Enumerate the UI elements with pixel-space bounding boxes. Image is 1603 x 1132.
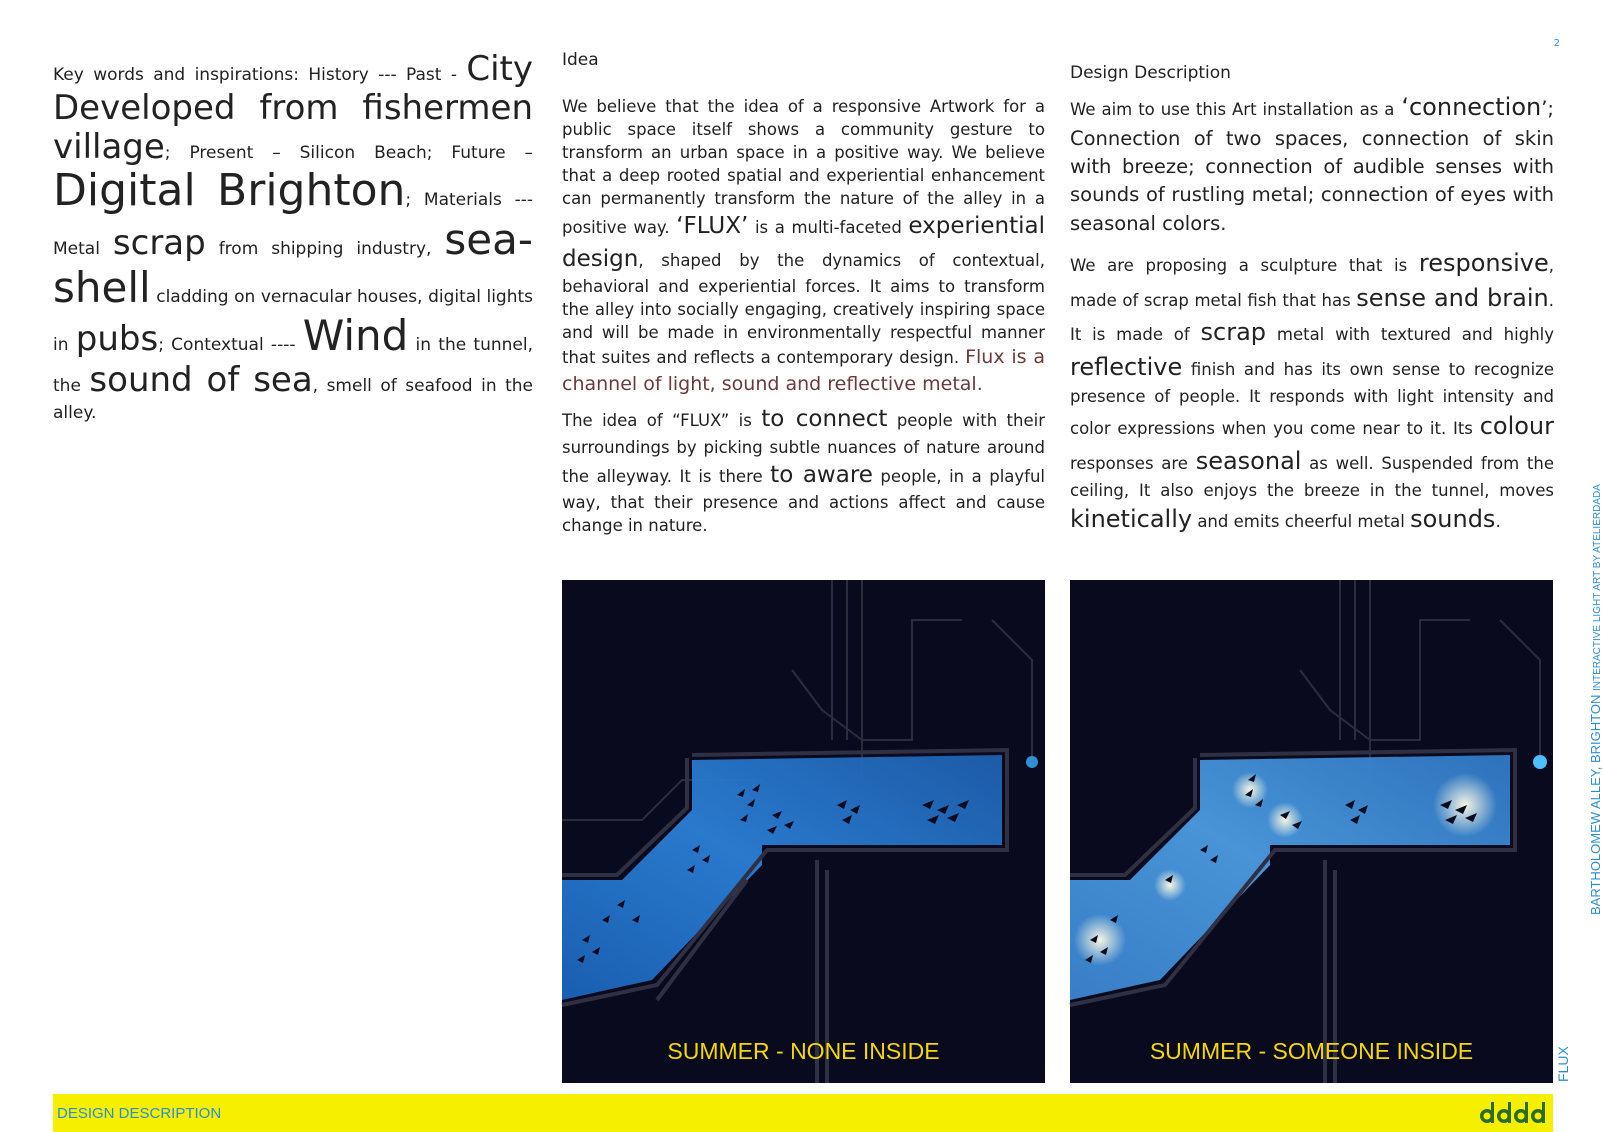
description-text: . It is made of — [1070, 290, 1554, 345]
description-text: ’; Connection of two spaces, connection of skin with breeze; connection of audible senses with sounds of rustling metal; connection of eyes with seasonal colors. — [1070, 97, 1554, 235]
description-text: , made of scrap metal fish that has — [1070, 255, 1554, 310]
idea-text: We believe that the idea of a responsive Artwork for a public space itself shows a community gesture to transform an urban space in a positive way. We believe that a deep rooted spatial and experiential enhancement can permanently transform the nature of the alley in a positive way. — [562, 97, 1045, 238]
description-scrap: scrap — [1200, 318, 1267, 347]
keyword-scrap: scrap — [112, 222, 206, 263]
description-paragraph-2 — [1070, 246, 1554, 537]
keywords-text: ; Present – Silicon Beach; Future – — [164, 143, 533, 164]
design-description-column — [1070, 90, 1554, 545]
footer-bar — [53, 1094, 1553, 1132]
keywords-text: in the tunnel, the — [53, 335, 533, 396]
page-number: 2 — [1553, 38, 1560, 49]
idea-experiential-design: experiential design — [562, 213, 1045, 272]
description-text: and emits cheerful metal — [1197, 512, 1405, 532]
keywords-text: ; Materials --- Metal — [53, 190, 533, 259]
description-seasonal: seasonal — [1195, 446, 1302, 475]
keyword-wind: Wind — [302, 311, 409, 361]
vertical-project-title — [1588, 484, 1603, 915]
keyword-digital-brighton: Digital Brighton — [53, 165, 406, 217]
keywords-text: , smell of seafood in the alley. — [53, 375, 533, 423]
design-description-heading: Design Description — [1070, 63, 1231, 83]
vertical-flux-label: FLUX — [1555, 1046, 1571, 1082]
keywords-text: Contextual ---- — [171, 335, 296, 356]
description-paragraph-1 — [1070, 90, 1554, 238]
description-kinetically: kinetically — [1070, 505, 1193, 534]
description-text: metal with textured and highly — [1276, 325, 1554, 345]
idea-paragraph-2 — [562, 403, 1045, 537]
description-colour: colour — [1479, 411, 1554, 440]
idea-text: , shaped by the dynamics of contextual, behavioral and experiential forces. It aims to transform the alley into socially engaging, creatively inspiring space and will be made in environmentally respectful manner that suites and reflects a contemporary design. — [562, 250, 1045, 368]
description-text: We are proposing a sculpture that is — [1070, 255, 1408, 275]
keywords-text: cladding on vernacular houses, digital lights in — [53, 286, 533, 356]
footer-label: DESIGN DESCRIPTION — [57, 1105, 222, 1122]
description-text: responses are — [1070, 453, 1188, 473]
description-text: . — [1495, 512, 1501, 532]
idea-text: people with their surroundings by picking subtle nuances of nature around the alleyway. It is there — [562, 411, 1045, 486]
description-sense-and-brain: sense and brain — [1356, 283, 1549, 312]
plan-image-none-inside — [562, 580, 1045, 1083]
keyword-pubs: pubs — [75, 319, 159, 360]
idea-highlight: Flux is a channel of light, sound and reflective metal. — [562, 346, 1045, 395]
idea-heading: Idea — [562, 50, 599, 70]
keywords-text: Key words and inspirations: History --- Past - — [53, 65, 457, 85]
keyword-sound-of-sea: sound of sea — [89, 359, 313, 400]
idea-text: people, in a playful way, that their presence and actions affect and cause change in nature. — [562, 466, 1045, 535]
description-text: finish and has its own sense to recognize presence of people. It responds with light intensity and color expressions when you come near to it. Its — [1070, 360, 1554, 438]
idea-flux-term: ‘FLUX’ — [676, 213, 749, 240]
plan-caption: SUMMER - SOMEONE INSIDE — [1149, 1038, 1474, 1064]
keyword-city-village: City Developed from fishermen village — [53, 49, 533, 168]
vertical-title-small: INTERACTIVE LIGHT ART BY ATELIERDADA — [1592, 484, 1603, 692]
idea-text: is a multi-faceted — [754, 218, 902, 238]
keywords-column — [53, 50, 533, 426]
description-sounds: sounds — [1410, 505, 1496, 534]
description-responsive: responsive — [1418, 248, 1549, 277]
idea-text: The idea of “FLUX” is — [562, 411, 752, 431]
description-reflective: reflective — [1070, 353, 1183, 382]
description-connection: ‘connection — [1401, 93, 1542, 121]
description-text: We aim to use this Art installation as a — [1070, 100, 1395, 119]
plan-image-someone-inside — [1070, 580, 1553, 1083]
idea-to-aware: to aware — [770, 461, 873, 488]
idea-paragraph-1 — [562, 95, 1045, 397]
idea-column — [562, 95, 1045, 543]
description-text: as well. Suspended from the ceiling, It also enjoys the breeze in the tunnel, moves — [1070, 453, 1555, 500]
keyword-sea-shell: sea-shell — [53, 214, 534, 312]
dada-logo-icon — [1477, 1096, 1547, 1130]
plan-caption: SUMMER - NONE INSIDE — [667, 1038, 940, 1064]
keywords-text: ; — [158, 335, 164, 356]
keywords-text: from shipping industry, — [218, 238, 432, 259]
idea-to-connect: to connect — [761, 406, 888, 433]
vertical-title-main: BARTHOLOMEW ALLEY, BRIGHTON — [1588, 694, 1603, 915]
